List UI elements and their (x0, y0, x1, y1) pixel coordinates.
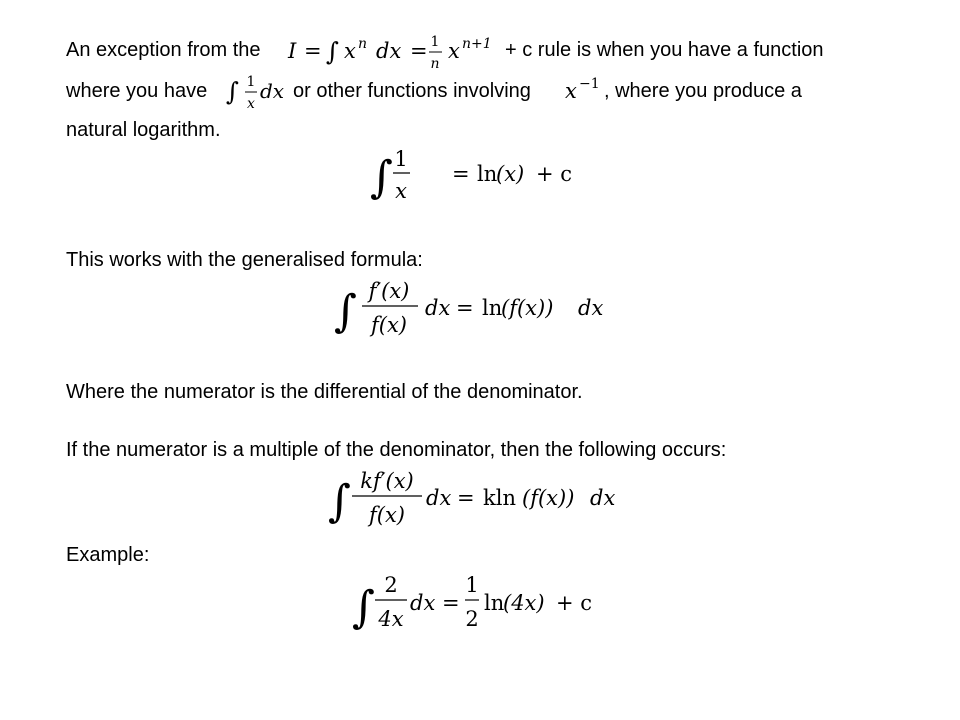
eq2-numerator: f′(x) (368, 279, 410, 303)
eq4-coef-denominator: 2 (465, 607, 479, 631)
eq2-ln: ln (482, 296, 503, 320)
paragraph-3-text: Where the numerator is the differential of the denominator. (66, 381, 583, 403)
eq-inline-n-plus-1-exp: n+1 (462, 36, 492, 52)
paragraph-1-line-2-before-text: where you have (66, 80, 208, 102)
paragraph-1-line-2-middle-text: or other functions involving (293, 80, 531, 102)
eq-inline3-x: x (565, 79, 577, 103)
paragraph-1-line-3-text: natural logarithm. (66, 119, 221, 141)
eq-inline-frac-den: n (430, 56, 440, 72)
eq1-plus-c: + c (536, 162, 573, 186)
eq-inline2-num: 1 (246, 74, 256, 90)
eq2-arg: (f(x)) (501, 296, 554, 320)
eq3-integral: ∫ (328, 476, 351, 527)
eq4-numerator: 2 (384, 573, 398, 597)
eq-inline-equals: = (304, 39, 322, 63)
paragraph-1-line-3 (66, 118, 221, 142)
eq-inline-I: I (288, 39, 297, 63)
eq2-trailing-dx: dx (578, 296, 604, 320)
eq3-denominator: f(x) (368, 503, 406, 527)
eq1-ln: ln (477, 162, 498, 186)
paragraph-3 (66, 380, 583, 404)
eq4-coef-numerator: 1 (465, 573, 479, 597)
eq3-numerator: kf′(x) (360, 469, 414, 493)
eq-inline-n-exp: n (358, 36, 368, 52)
paragraph-1-line-2-before (66, 79, 207, 103)
x-inverse-inline (563, 70, 609, 104)
equation-1-integral-one-over-x (368, 140, 588, 210)
eq-inline2-dx: dx (260, 79, 285, 103)
equation-2-generalised-formula (332, 272, 622, 344)
eq1-arg: (x) (496, 162, 525, 186)
paragraph-1-line-1-before: An exception from the (66, 39, 261, 61)
paragraph-1-line-2-after (604, 79, 802, 103)
paragraph-4 (66, 438, 726, 462)
eq1-denominator: x (395, 179, 407, 203)
paragraph-1-line-1-after (505, 38, 824, 62)
equation-3-multiple-numerator (326, 462, 626, 534)
eq3-arg: (f(x)) (522, 486, 575, 510)
paragraph-5-text: Example: (66, 544, 150, 566)
eq4-plus-c: + c (556, 591, 593, 615)
eq3-kln: kln (483, 486, 516, 510)
eq2-dx: dx (425, 296, 451, 320)
eq-inline-dx: dx (376, 39, 402, 63)
equation-4-example (350, 568, 620, 640)
eq4-equals: = (442, 591, 460, 615)
eq3-trailing-dx: dx (590, 486, 616, 510)
paragraph-4-text: If the numerator is a multiple of the denominator, then the following occurs: (66, 439, 727, 461)
paragraph-1-line-2-after-text: , where you produce a (604, 80, 802, 102)
eq4-dx: dx (410, 591, 436, 615)
one-over-x-inline-equation (226, 70, 292, 116)
eq-inline-frac-num: 1 (430, 34, 440, 50)
eq1-integral: ∫ (370, 152, 393, 203)
paragraph-2-text: This works with the generalised formula: (66, 249, 423, 271)
eq4-denominator: 4x (378, 607, 404, 631)
eq4-integral: ∫ (352, 582, 375, 633)
eq2-denominator: f(x) (370, 313, 408, 337)
paragraph-1-line-2-middle (293, 79, 531, 103)
eq-inline-equals-2: = (410, 39, 428, 63)
paragraph-1-line-1 (66, 38, 261, 62)
eq-inline2-integral: ∫ (226, 77, 240, 106)
eq-inline3-exp: −1 (579, 76, 600, 92)
eq-inline-integral: ∫ (326, 37, 340, 66)
eq3-dx: dx (426, 486, 452, 510)
eq1-numerator: 1 (394, 147, 408, 171)
eq-inline-x-2: x (448, 39, 460, 63)
power-rule-inline-equation (286, 28, 510, 74)
eq2-integral: ∫ (334, 286, 357, 337)
paragraph-2 (66, 248, 423, 272)
eq4-arg: (4x) (503, 591, 545, 615)
eq4-ln: ln (484, 591, 505, 615)
eq2-equals: = (456, 296, 474, 320)
paragraph-5 (66, 543, 149, 567)
eq1-equals: = (452, 162, 470, 186)
eq-inline2-den: x (247, 96, 255, 112)
eq-inline-x: x (344, 39, 356, 63)
paragraph-1-line-1-after-text: + c rule is when you have a function (505, 39, 824, 61)
eq3-equals: = (457, 486, 475, 510)
